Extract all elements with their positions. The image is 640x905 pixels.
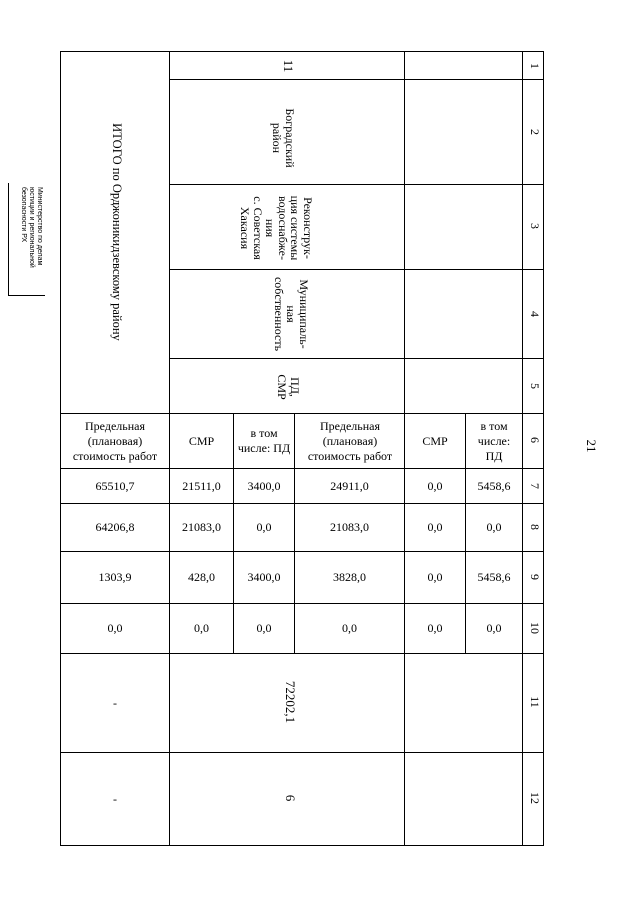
row7-total-smr: 21511,0 bbox=[182, 478, 221, 493]
col-number-8: 8 bbox=[528, 524, 542, 530]
row9-total-pd: 3400,0 bbox=[247, 570, 281, 584]
ownership-line-3: собственность bbox=[271, 276, 286, 352]
ownership-line-1: Муниципаль- bbox=[297, 279, 311, 349]
district-line-2: район bbox=[270, 122, 285, 154]
project-district bbox=[266, 91, 296, 185]
project-number: 11 bbox=[281, 59, 296, 73]
row9-total-smr: 428,0 bbox=[188, 570, 215, 584]
row9-total-cost: 1303,9 bbox=[98, 570, 132, 584]
object-line-3: водоснабже- bbox=[275, 196, 290, 260]
col-number-10: 10 bbox=[528, 622, 542, 634]
row8-project-cost: 21083,0 bbox=[330, 520, 369, 534]
stamp-text: Министерство по делам юстиции и региональной безопасности РХ bbox=[19, 187, 43, 268]
row8-total-smr: 21083,0 bbox=[182, 520, 221, 534]
row12-value: 6 bbox=[283, 794, 298, 802]
row10-project-smr: 0,0 bbox=[427, 621, 443, 635]
col-number-5: 5 bbox=[528, 383, 542, 389]
row11-total: - bbox=[113, 695, 117, 710]
col-number-4: 4 bbox=[528, 311, 542, 317]
header-project-cost: Предельная (плановая) стоимость работ bbox=[307, 418, 393, 463]
row8-project-smr: 0,0 bbox=[427, 520, 443, 534]
header-total-pd: в том числе: ПД bbox=[237, 426, 291, 455]
row7-project-pd: 5458,6 bbox=[477, 478, 511, 493]
header-project-smr: СМР bbox=[422, 433, 448, 448]
row9-project-smr: 0,0 bbox=[427, 570, 443, 584]
row8-total-cost: 64206,8 bbox=[95, 520, 135, 534]
header-total-cost: Предельная (плановая) стоимость работ bbox=[72, 418, 158, 463]
work-type-line-2: СМР bbox=[275, 374, 290, 400]
row10-project-pd: 0,0 bbox=[486, 621, 502, 635]
row7-total-pd: 3400,0 bbox=[247, 478, 281, 493]
page-number: 21 bbox=[584, 439, 599, 453]
object-line-1: Реконструк- bbox=[301, 197, 315, 259]
row12-total: - bbox=[113, 791, 117, 806]
object-line-2: ция системы bbox=[288, 195, 303, 261]
col-number-11: 11 bbox=[528, 696, 542, 708]
project-object bbox=[238, 188, 314, 268]
project-ownership bbox=[268, 271, 310, 357]
object-line-4: ния bbox=[263, 218, 278, 238]
header-project-pd: в том числе: ПД bbox=[477, 418, 511, 463]
project-work-type bbox=[271, 367, 301, 407]
row10-project-cost: 0,0 bbox=[342, 621, 357, 635]
col-number-7: 7 bbox=[528, 483, 542, 489]
ownership-line-2: ная bbox=[284, 305, 299, 323]
col-number-2: 2 bbox=[528, 129, 542, 135]
row7-project-cost: 24911,0 bbox=[330, 478, 369, 493]
ministry-stamp bbox=[8, 183, 45, 296]
totals-label: ИТОГО по Орджоникидзевскому району bbox=[110, 123, 124, 341]
row10-total-pd: 0,0 bbox=[256, 621, 272, 635]
row7-project-smr: 0,0 bbox=[427, 478, 443, 493]
row7-total-cost: 65510,7 bbox=[95, 478, 135, 493]
header-total-smr: СМР bbox=[188, 433, 215, 448]
col-number-12: 12 bbox=[528, 792, 542, 804]
row9-project-pd: 5458,6 bbox=[477, 570, 511, 584]
object-line-5: с. Советская bbox=[250, 196, 265, 260]
row9-project-cost: 3828,0 bbox=[333, 570, 366, 584]
col-number-6: 6 bbox=[528, 437, 542, 443]
row10-total-smr: 0,0 bbox=[194, 621, 209, 635]
row8-total-pd: 0,0 bbox=[256, 520, 272, 534]
work-type-line-1: ПД, bbox=[288, 377, 302, 397]
district-line-1: Боградский bbox=[283, 108, 297, 168]
row10-total-cost: 0,0 bbox=[107, 621, 123, 635]
object-line-6: Хакасия bbox=[238, 206, 253, 250]
row8-project-pd: 0,0 bbox=[486, 520, 502, 534]
col-number-9: 9 bbox=[528, 574, 542, 580]
col-number-3: 3 bbox=[528, 223, 542, 229]
row11-value: 72202,1 bbox=[283, 680, 298, 724]
col-number-1: 1 bbox=[528, 63, 542, 69]
